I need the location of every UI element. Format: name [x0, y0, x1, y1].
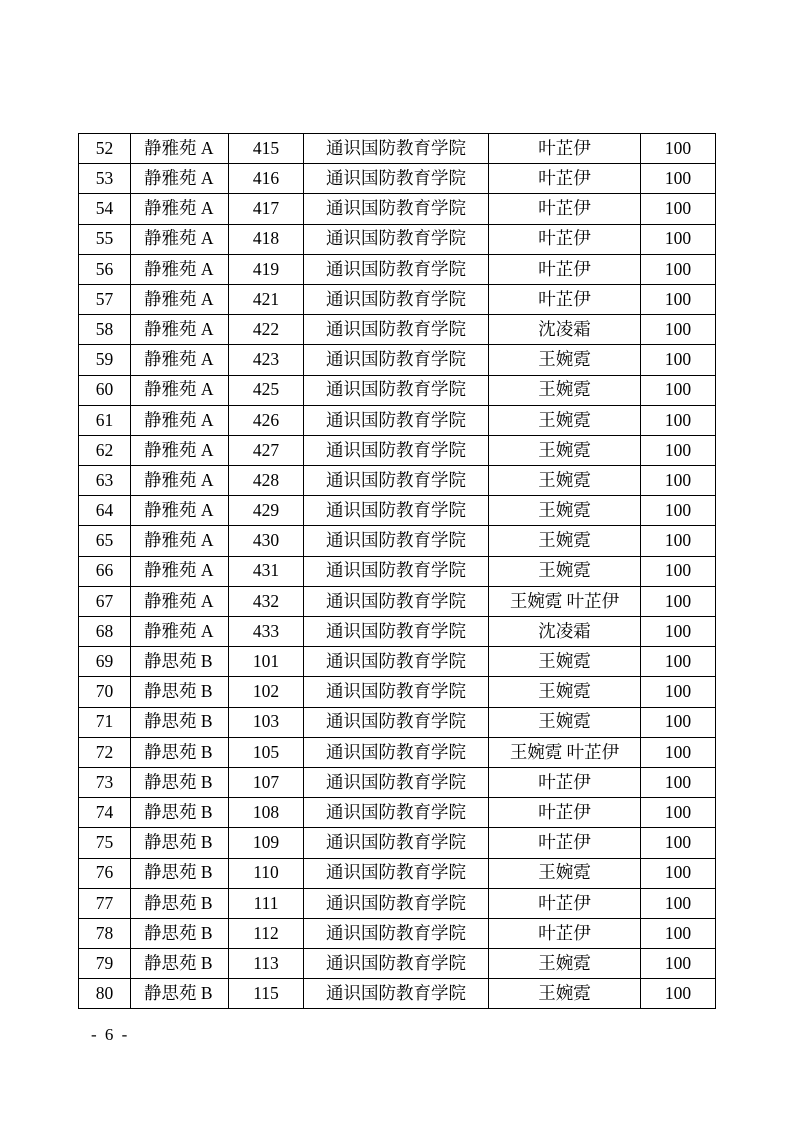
college-cell: 通识国防教育学院 — [304, 164, 489, 194]
score-cell: 100 — [641, 345, 716, 375]
building-cell: 静雅苑 A — [131, 617, 229, 647]
table-row — [79, 858, 716, 888]
page-number: - 6 - — [91, 1025, 130, 1044]
row-number-cell: 68 — [79, 617, 131, 647]
person-cell: 王婉霓 — [489, 466, 641, 496]
table-row — [79, 556, 716, 586]
room-number-cell: 428 — [229, 466, 304, 496]
row-number-cell: 59 — [79, 345, 131, 375]
person-cell: 叶芷伊 — [489, 888, 641, 918]
score-cell: 100 — [641, 617, 716, 647]
room-number-cell: 433 — [229, 617, 304, 647]
row-number-cell: 58 — [79, 315, 131, 345]
person-cell: 王婉霓 — [489, 435, 641, 465]
person-cell: 叶芷伊 — [489, 164, 641, 194]
room-number-cell: 421 — [229, 284, 304, 314]
row-number-cell: 74 — [79, 798, 131, 828]
person-cell: 王婉霓 — [489, 496, 641, 526]
score-cell: 100 — [641, 466, 716, 496]
row-number-cell: 80 — [79, 979, 131, 1009]
person-cell: 王婉霓 — [489, 375, 641, 405]
row-number-cell: 79 — [79, 949, 131, 979]
person-cell: 叶芷伊 — [489, 224, 641, 254]
college-cell: 通识国防教育学院 — [304, 979, 489, 1009]
score-cell: 100 — [641, 284, 716, 314]
college-cell: 通识国防教育学院 — [304, 375, 489, 405]
score-cell: 100 — [641, 375, 716, 405]
person-cell: 王婉霓 — [489, 979, 641, 1009]
person-cell: 叶芷伊 — [489, 798, 641, 828]
room-number-cell: 415 — [229, 134, 304, 164]
college-cell: 通识国防教育学院 — [304, 345, 489, 375]
college-cell: 通识国防教育学院 — [304, 707, 489, 737]
score-cell: 100 — [641, 435, 716, 465]
college-cell: 通识国防教育学院 — [304, 194, 489, 224]
room-number-cell: 112 — [229, 918, 304, 948]
score-cell: 100 — [641, 858, 716, 888]
score-cell: 100 — [641, 888, 716, 918]
room-number-cell: 419 — [229, 254, 304, 284]
building-cell: 静雅苑 A — [131, 375, 229, 405]
row-number-cell: 62 — [79, 435, 131, 465]
college-cell: 通识国防教育学院 — [304, 435, 489, 465]
room-number-cell: 426 — [229, 405, 304, 435]
score-cell: 100 — [641, 405, 716, 435]
row-number-cell: 67 — [79, 586, 131, 616]
row-number-cell: 54 — [79, 194, 131, 224]
college-cell: 通识国防教育学院 — [304, 526, 489, 556]
college-cell: 通识国防教育学院 — [304, 556, 489, 586]
table-row — [79, 315, 716, 345]
row-number-cell: 64 — [79, 496, 131, 526]
building-cell: 静思苑 B — [131, 858, 229, 888]
building-cell: 静思苑 B — [131, 949, 229, 979]
score-cell: 100 — [641, 224, 716, 254]
table-row — [79, 466, 716, 496]
person-cell: 王婉霓 叶芷伊 — [489, 737, 641, 767]
row-number-cell: 65 — [79, 526, 131, 556]
person-cell: 王婉霓 — [489, 405, 641, 435]
table-row — [79, 224, 716, 254]
building-cell: 静雅苑 A — [131, 526, 229, 556]
person-cell: 王婉霓 叶芷伊 — [489, 586, 641, 616]
row-number-cell: 69 — [79, 647, 131, 677]
table-row — [79, 918, 716, 948]
table-row — [79, 767, 716, 797]
college-cell: 通识国防教育学院 — [304, 858, 489, 888]
score-cell: 100 — [641, 556, 716, 586]
room-number-cell: 418 — [229, 224, 304, 254]
building-cell: 静雅苑 A — [131, 586, 229, 616]
building-cell: 静雅苑 A — [131, 194, 229, 224]
building-cell: 静雅苑 A — [131, 435, 229, 465]
row-number-cell: 76 — [79, 858, 131, 888]
table-row — [79, 677, 716, 707]
table-row — [79, 979, 716, 1009]
score-cell: 100 — [641, 496, 716, 526]
college-cell: 通识国防教育学院 — [304, 949, 489, 979]
room-number-cell: 430 — [229, 526, 304, 556]
room-number-cell: 422 — [229, 315, 304, 345]
building-cell: 静雅苑 A — [131, 284, 229, 314]
room-number-cell: 110 — [229, 858, 304, 888]
row-number-cell: 60 — [79, 375, 131, 405]
person-cell: 叶芷伊 — [489, 134, 641, 164]
row-number-cell: 55 — [79, 224, 131, 254]
building-cell: 静雅苑 A — [131, 224, 229, 254]
score-cell: 100 — [641, 737, 716, 767]
college-cell: 通识国防教育学院 — [304, 737, 489, 767]
college-cell: 通识国防教育学院 — [304, 647, 489, 677]
building-cell: 静思苑 B — [131, 798, 229, 828]
room-number-cell: 416 — [229, 164, 304, 194]
score-cell: 100 — [641, 194, 716, 224]
room-number-cell: 423 — [229, 345, 304, 375]
row-number-cell: 71 — [79, 707, 131, 737]
building-cell: 静雅苑 A — [131, 466, 229, 496]
college-cell: 通识国防教育学院 — [304, 677, 489, 707]
college-cell: 通识国防教育学院 — [304, 134, 489, 164]
building-cell: 静思苑 B — [131, 828, 229, 858]
building-cell: 静雅苑 A — [131, 496, 229, 526]
table-row — [79, 134, 716, 164]
table-row — [79, 828, 716, 858]
college-cell: 通识国防教育学院 — [304, 617, 489, 647]
room-number-cell: 432 — [229, 586, 304, 616]
room-number-cell: 107 — [229, 767, 304, 797]
college-cell: 通识国防教育学院 — [304, 254, 489, 284]
row-number-cell: 72 — [79, 737, 131, 767]
college-cell: 通识国防教育学院 — [304, 586, 489, 616]
table-row — [79, 164, 716, 194]
person-cell: 叶芷伊 — [489, 284, 641, 314]
score-cell: 100 — [641, 647, 716, 677]
score-cell: 100 — [641, 526, 716, 556]
row-number-cell: 77 — [79, 888, 131, 918]
row-number-cell: 66 — [79, 556, 131, 586]
college-cell: 通识国防教育学院 — [304, 888, 489, 918]
table-row — [79, 617, 716, 647]
person-cell: 王婉霓 — [489, 677, 641, 707]
person-cell: 叶芷伊 — [489, 194, 641, 224]
table-row — [79, 284, 716, 314]
score-cell: 100 — [641, 979, 716, 1009]
building-cell: 静雅苑 A — [131, 254, 229, 284]
row-number-cell: 63 — [79, 466, 131, 496]
room-number-cell: 425 — [229, 375, 304, 405]
room-number-cell: 431 — [229, 556, 304, 586]
table-row — [79, 526, 716, 556]
table-row — [79, 345, 716, 375]
score-cell: 100 — [641, 164, 716, 194]
row-number-cell: 75 — [79, 828, 131, 858]
college-cell: 通识国防教育学院 — [304, 224, 489, 254]
person-cell: 王婉霓 — [489, 647, 641, 677]
score-cell: 100 — [641, 949, 716, 979]
building-cell: 静雅苑 A — [131, 164, 229, 194]
score-cell: 100 — [641, 918, 716, 948]
building-cell: 静思苑 B — [131, 707, 229, 737]
row-number-cell: 53 — [79, 164, 131, 194]
table-row — [79, 194, 716, 224]
room-number-cell: 101 — [229, 647, 304, 677]
score-cell: 100 — [641, 254, 716, 284]
row-number-cell: 73 — [79, 767, 131, 797]
table-row — [79, 375, 716, 405]
table-row — [79, 254, 716, 284]
person-cell: 王婉霓 — [489, 526, 641, 556]
score-cell: 100 — [641, 586, 716, 616]
row-number-cell: 52 — [79, 134, 131, 164]
person-cell: 王婉霓 — [489, 949, 641, 979]
room-number-cell: 102 — [229, 677, 304, 707]
table-row — [79, 647, 716, 677]
building-cell: 静思苑 B — [131, 737, 229, 767]
table-row — [79, 435, 716, 465]
building-cell: 静雅苑 A — [131, 405, 229, 435]
building-cell: 静思苑 B — [131, 979, 229, 1009]
room-number-cell: 105 — [229, 737, 304, 767]
table-row — [79, 949, 716, 979]
college-cell: 通识国防教育学院 — [304, 284, 489, 314]
row-number-cell: 57 — [79, 284, 131, 314]
person-cell: 王婉霓 — [489, 556, 641, 586]
building-cell: 静雅苑 A — [131, 556, 229, 586]
building-cell: 静思苑 B — [131, 647, 229, 677]
score-cell: 100 — [641, 767, 716, 797]
table-row — [79, 737, 716, 767]
building-cell: 静雅苑 A — [131, 315, 229, 345]
room-number-cell: 111 — [229, 888, 304, 918]
person-cell: 王婉霓 — [489, 707, 641, 737]
score-cell: 100 — [641, 677, 716, 707]
college-cell: 通识国防教育学院 — [304, 798, 489, 828]
person-cell: 王婉霓 — [489, 345, 641, 375]
building-cell: 静思苑 B — [131, 888, 229, 918]
person-cell: 叶芷伊 — [489, 828, 641, 858]
room-number-cell: 113 — [229, 949, 304, 979]
room-number-cell: 103 — [229, 707, 304, 737]
person-cell: 沈凌霜 — [489, 315, 641, 345]
row-number-cell: 70 — [79, 677, 131, 707]
person-cell: 叶芷伊 — [489, 918, 641, 948]
building-cell: 静思苑 B — [131, 918, 229, 948]
row-number-cell: 56 — [79, 254, 131, 284]
room-number-cell: 417 — [229, 194, 304, 224]
college-cell: 通识国防教育学院 — [304, 315, 489, 345]
table-row — [79, 586, 716, 616]
building-cell: 静雅苑 A — [131, 345, 229, 375]
college-cell: 通识国防教育学院 — [304, 405, 489, 435]
table-row — [79, 707, 716, 737]
table-body — [79, 134, 716, 1009]
building-cell: 静思苑 B — [131, 677, 229, 707]
room-number-cell: 109 — [229, 828, 304, 858]
table-row — [79, 888, 716, 918]
score-cell: 100 — [641, 828, 716, 858]
row-number-cell: 61 — [79, 405, 131, 435]
building-cell: 静思苑 B — [131, 767, 229, 797]
table-row — [79, 798, 716, 828]
score-cell: 100 — [641, 134, 716, 164]
table-row — [79, 405, 716, 435]
dormitory-table — [78, 133, 716, 1009]
person-cell: 叶芷伊 — [489, 254, 641, 284]
score-cell: 100 — [641, 798, 716, 828]
college-cell: 通识国防教育学院 — [304, 828, 489, 858]
college-cell: 通识国防教育学院 — [304, 496, 489, 526]
college-cell: 通识国防教育学院 — [304, 466, 489, 496]
score-cell: 100 — [641, 315, 716, 345]
building-cell: 静雅苑 A — [131, 134, 229, 164]
table-row — [79, 496, 716, 526]
room-number-cell: 429 — [229, 496, 304, 526]
college-cell: 通识国防教育学院 — [304, 767, 489, 797]
college-cell: 通识国防教育学院 — [304, 918, 489, 948]
person-cell: 王婉霓 — [489, 858, 641, 888]
score-cell: 100 — [641, 707, 716, 737]
room-number-cell: 427 — [229, 435, 304, 465]
person-cell: 叶芷伊 — [489, 767, 641, 797]
row-number-cell: 78 — [79, 918, 131, 948]
room-number-cell: 108 — [229, 798, 304, 828]
person-cell: 沈凌霜 — [489, 617, 641, 647]
room-number-cell: 115 — [229, 979, 304, 1009]
